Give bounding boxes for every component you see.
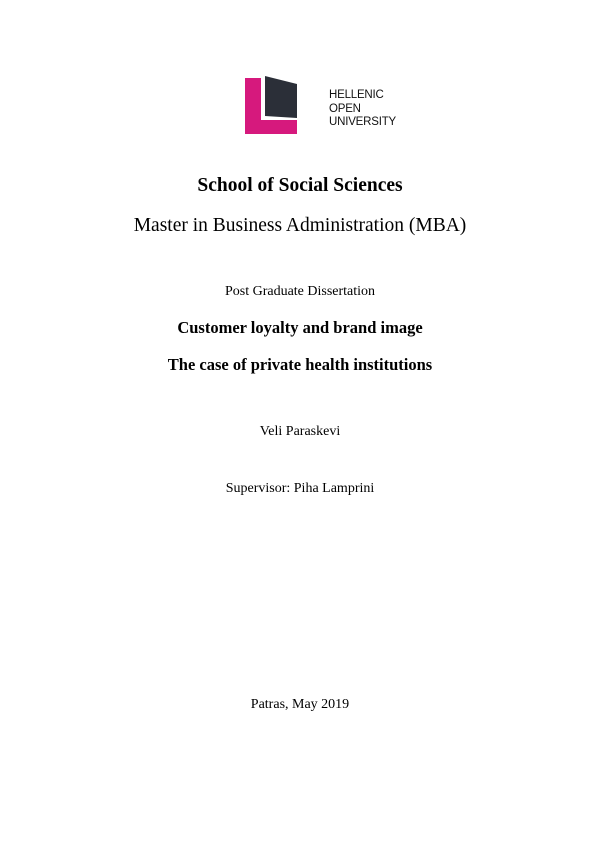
logo-line-2: OPEN xyxy=(329,102,361,115)
logo-line-3: UNIVERSITY xyxy=(329,116,397,128)
document-type: Post Graduate Dissertation xyxy=(224,284,376,299)
supervisor-name: Supervisor: Piha Lamprini xyxy=(225,481,375,496)
logo-line-1: HELLENIC xyxy=(329,89,384,101)
university-logo xyxy=(245,76,397,136)
dissertation-subtitle: The case of private health institutions xyxy=(167,355,433,374)
dissertation-title: Customer loyalty and brand image xyxy=(177,318,423,337)
place-and-date: Patras, May 2019 xyxy=(250,697,350,712)
program-name: Master in Business Administration (MBA) xyxy=(133,215,467,236)
author-name: Veli Paraskevi xyxy=(259,424,341,439)
logo-wordmark xyxy=(329,89,396,130)
school-name: School of Social Sciences xyxy=(197,175,403,196)
hou-emblem-icon xyxy=(245,76,325,136)
